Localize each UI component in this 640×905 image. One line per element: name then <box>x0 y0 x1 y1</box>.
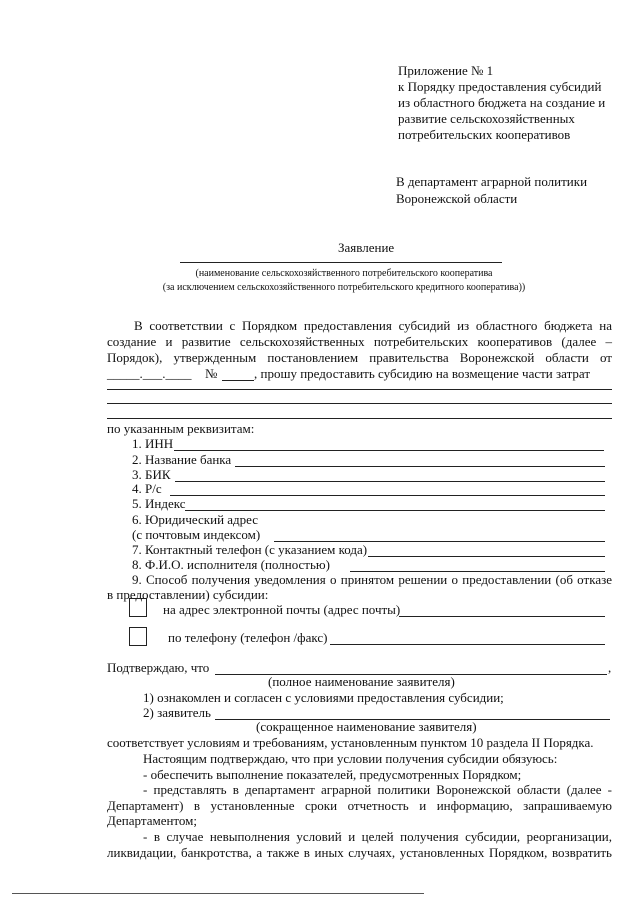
applicant-full-name-caption: (полное наименование заявителя) <box>268 674 455 689</box>
addressee-line-2: Воронежской области <box>396 191 518 206</box>
costs-blank-line-1 <box>107 389 612 390</box>
phone-option-field[interactable] <box>330 644 605 645</box>
costs-blank-line-2 <box>107 403 612 404</box>
appendix-line-4: развитие сельскохозяйственных <box>398 111 575 126</box>
obligation-3-line-2: ликвидации, банкротства, а также в иных случаях, установленных Порядком, возвратить <box>107 845 612 860</box>
title-underline <box>180 262 502 263</box>
footer-rule <box>12 893 424 894</box>
requisite-legal-address-label: 6. Юридический адрес <box>132 512 259 527</box>
appendix-line-1: Приложение № 1 <box>398 63 494 78</box>
subtitle-line-1: (наименование сельскохозяйственного потребительского кооператива <box>195 268 493 279</box>
addressee-line-1: В департамент аграрной политики <box>396 174 588 189</box>
requisite-account-field[interactable] <box>170 495 605 496</box>
obligation-1: - обеспечить выполнение показателей, предусмотренных Порядком; <box>143 767 522 782</box>
requisite-index-field[interactable] <box>185 510 605 511</box>
requisite-bik-label: 3. БИК <box>132 467 171 482</box>
obligation-2-line-1: - представлять в департамент аграрной политики Воронежской области (далее - <box>143 782 612 797</box>
obligation-2-line-2: Департамент) в установленные сроки отчетность и информацию, запрашиваемую <box>107 798 612 813</box>
requisite-phone-label: 7. Контактный телефон (с указанием кода) <box>132 542 368 557</box>
comply-line: соответствует условиям и требованиям, установленным пунктом 10 раздела II Порядка. <box>107 735 594 750</box>
email-option-label: на адрес электронной почты (адрес почты) <box>163 602 401 617</box>
requisite-notify-label-cont: в предоставлении) субсидии: <box>107 587 269 602</box>
appendix-line-2: к Порядку предоставления субсидий <box>398 79 602 94</box>
requisite-fio-label: 8. Ф.И.О. исполнителя (полностью) <box>132 557 330 572</box>
requisite-inn-label: 1. ИНН <box>132 436 174 451</box>
body-date-blank: _____.___.____ <box>107 366 192 381</box>
phone-option-checkbox[interactable] <box>129 627 147 646</box>
requisite-legal-address-note: (с почтовым индексом) <box>132 527 261 542</box>
email-option-field[interactable] <box>399 616 605 617</box>
requisite-inn-field[interactable] <box>174 450 604 451</box>
requisites-intro: по указанным реквизитам: <box>107 421 255 436</box>
appendix-line-5: потребительских кооперативов <box>398 127 571 142</box>
body-line-2: создание и развитие сельскохозяйственных потребительских кооперативов (далее – <box>107 334 612 349</box>
requisite-notify-label: 9. Способ получения уведомления о принятом решении о предоставлении (об отказе <box>132 572 612 587</box>
page-title: Заявление <box>338 240 395 255</box>
confirm-comma: , <box>608 660 612 675</box>
requisite-phone-field[interactable] <box>368 556 605 557</box>
requisite-bank-field[interactable] <box>235 466 605 467</box>
requisite-bank-label: 2. Название банка <box>132 452 232 467</box>
appendix-line-3: из областного бюджета на создание и <box>398 95 606 110</box>
body-line-3: Порядок), утвержденным постановлением правительства Воронежской области от <box>107 350 612 365</box>
body-line-1: В соответствии с Порядком предоставления субсидий из областного бюджета на <box>134 318 612 333</box>
body-number-blank <box>222 380 254 381</box>
phone-option-label: по телефону (телефон /факс) <box>168 630 328 645</box>
email-option-checkbox[interactable] <box>129 598 147 617</box>
confirm-item-2: 2) заявитель <box>143 705 211 720</box>
costs-blank-line-3 <box>107 418 612 419</box>
requisite-bik-field[interactable] <box>175 481 605 482</box>
undertake-line: Настоящим подтверждаю, что при условии получения субсидии обязуюсь: <box>143 751 558 766</box>
confirm-item-1: 1) ознакомлен и согласен с условиями предоставления субсидии; <box>143 690 504 705</box>
obligation-2-line-3: Департаментом; <box>107 813 198 828</box>
obligation-3-line-1: - в случае невыполнения условий и целей получения субсидии, реорганизации, <box>143 829 612 844</box>
confirm-lead: Подтверждаю, что <box>107 660 210 675</box>
subtitle-line-2: (за исключением сельскохозяйственного потребительского кредитного кооператива)) <box>162 282 526 293</box>
requisite-index-label: 5. Индекс <box>132 496 186 511</box>
body-number-sign: № <box>205 366 218 381</box>
requisite-account-label: 4. Р/с <box>132 481 162 496</box>
applicant-short-name-caption: (сокращенное наименование заявителя) <box>256 719 477 734</box>
body-line-4-tail: , прошу предоставить субсидию на возмещение части затрат <box>254 366 591 381</box>
